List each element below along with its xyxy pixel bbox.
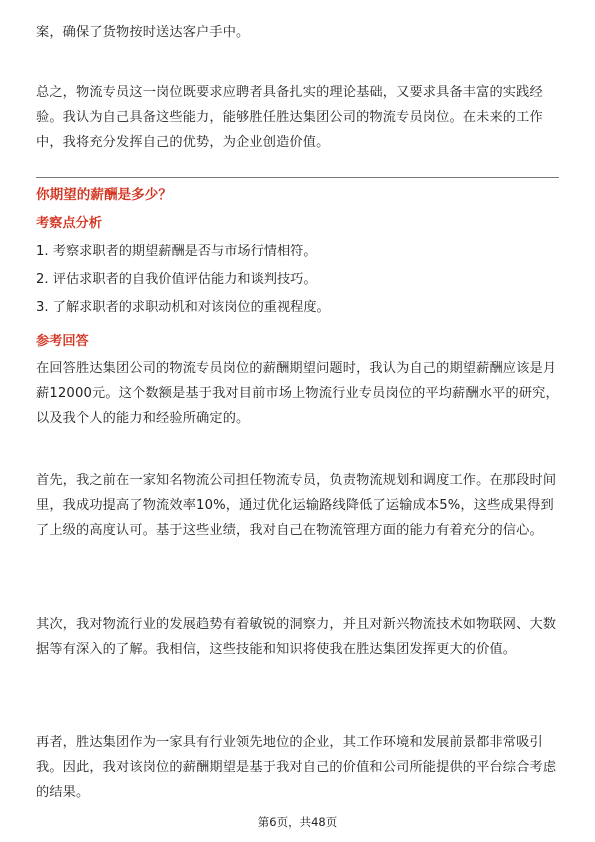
answer-heading: 参考回答 [36, 334, 89, 349]
question-title: 你期望的薪酬是多少？ [36, 187, 172, 203]
analysis-heading: 考察点分析 [36, 216, 102, 231]
section-divider [36, 177, 559, 178]
answer-paragraph-4: 再者，胜达集团作为一家具有行业领先地位的企业，其工作环境和发展前景都非常吸引我。因此，我对该岗位的薪酬期望是基于我对自己的价值和公司所能提供的平台综合考虑的结果。 [36, 735, 557, 800]
answer-paragraph-3: 其次，我对物流行业的发展趋势有着敏锐的洞察力，并且对新兴物流技术如物联网、大数据等有深入的了解。我相信，这些技能和知识将使我在胜达集团发挥更大的价值。 [36, 617, 557, 657]
intro-paragraph-2: 总之，物流专员这一岗位既要求应聘者具备扎实的理论基础，又要求具备丰富的实践经验。我认为自己具备这些能力，能够胜任胜达集团公司的物流专员岗位。在未来的工作中，我将充分发挥自己的优势，为企业创造价值。 [36, 85, 543, 150]
intro-paragraph-1: 案，确保了货物按时送达客户手中。 [36, 25, 250, 40]
analysis-item-1: 1. 考察求职者的期望薪酬是否与市场行情相符。 [36, 244, 317, 259]
analysis-item-2: 2. 评估求职者的自我价值评估能力和谈判技巧。 [36, 272, 317, 287]
page-number-footer: 第6页，共48页 [257, 815, 338, 829]
answer-paragraph-2: 首先，我之前在一家知名物流公司担任物流专员，负责物流规划和调度工作。在那段时间里，我成功提高了物流效率10%，通过优化运输路线降低了运输成本5%，这些成果得到了上级的高度认可。基于这些业绩，我对自己在物流管理方面的能力有着充分的信心。 [36, 473, 557, 538]
analysis-item-3: 3. 了解求职者的求职动机和对该岗位的重视程度。 [36, 300, 330, 315]
answer-paragraph-1: 在回答胜达集团公司的物流专员岗位的薪酬期望问题时，我认为自己的期望薪酬应该是月薪12000元。这个数额是基于我对目前市场上物流行业专员岗位的平均薪酬水平的研究，以及我个人的能力和经验所确定的。 [36, 361, 559, 426]
